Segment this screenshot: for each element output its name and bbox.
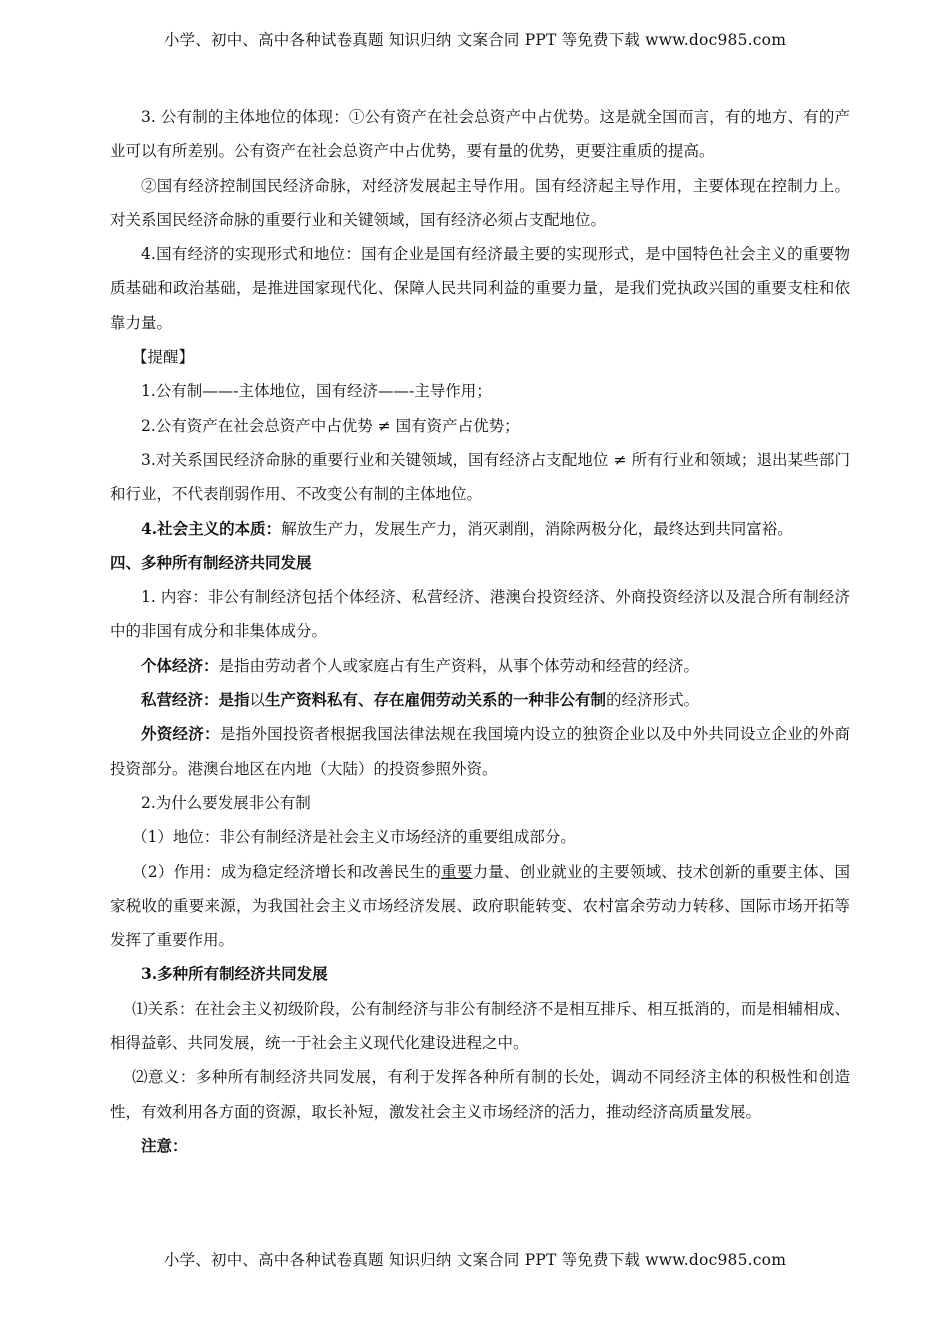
significance-paragraph: ⑵意义：多种所有制经济共同发展，有利于发挥各种所有制的长处，调动不同经济主体的积极性和创造性，有效利用各方面的资源，取长补短，激发社会主义市场经济的活力，推动经济高质量发展。 [110, 1068, 850, 1121]
private-end: 的经济形式。 [606, 691, 700, 710]
foreign-label: 外资经济： [141, 724, 220, 744]
reminder-title: 【提醒】 [132, 348, 195, 367]
essence-text: 解放生产力，发展生产力，消灭剥削，消除两极分化，最终达到共同富裕。 [281, 519, 793, 538]
function-paragraph [110, 855, 850, 958]
private-label: 私营经济： [141, 690, 219, 710]
private-bold-2: 生产资料私有、存在雇佣劳动关系的一种非公有制 [265, 690, 607, 710]
section-4-heading: 四、多种所有制经济共同发展 [110, 552, 312, 572]
individual-economy [110, 649, 850, 683]
reminder-item-1: 1.公有制——-主体地位，国有经济——-主导作用； [141, 382, 492, 401]
function-text-b: 力量、创业就业的主要领域、技术创新的重要主体、国家税收的重要来源，为我国社会主义市场经济发展、政府职能转变、农村富余劳动力转移、国际市场开拓等发挥了重要作用。 [110, 862, 850, 950]
reminder-item-3: 3.对关系国民经济命脉的重要行业和关键领域，国有经济占支配地位 ≠ 所有行业和领域；退出某些部门和行业，不代表削弱作用、不改变公有制的主体地位。 [110, 450, 850, 504]
paragraph-state-economy-form: 4.国有经济的实现形式和地位：国有企业是国有经济最主要的实现形式，是中国特色社会主义的重要物质基础和政治基础，是推进国家现代化、保障人民共同利益的重要力量，是我们党执政兴国的重要支柱和依靠力量。 [110, 245, 850, 332]
function-text-a: （2）作用：成为稳定经济增长和改善民生的 [132, 862, 442, 881]
document-body [110, 100, 850, 1163]
essence-label: 4.社会主义的本质： [141, 518, 282, 538]
paragraph-public-ownership: 3. 公有制的主体地位的体现：①公有资产在社会总资产中占优势。这是就全国而言，有的地方、有的产业可以有所差别。公有资产在社会总资产中占优势，要有量的优势，更要注重质的提高。 [110, 108, 850, 161]
page-footer: 小学、初中、高中各种试卷真题 知识归纳 文案合同 PPT 等免费下载 www.doc985.com [163, 1251, 787, 1269]
status-paragraph: （1）地位：非公有制经济是社会主义市场经济的重要组成部分。 [132, 828, 576, 847]
page-header: 小学、初中、高中各种试卷真题 知识归纳 文案合同 PPT 等免费下载 www.doc985.com [163, 31, 787, 49]
socialism-essence [110, 512, 850, 546]
paragraph-state-economy-control: ②国有经济控制国民经济命脉，对经济发展起主导作用。国有经济起主导作用，主要体现在控制力上。对关系国民经济命脉的重要行业和关键领域，国有经济必须占支配地位。 [110, 176, 850, 229]
foreign-text: 是指外国投资者根据我国法律法规在我国境内设立的独资企业以及中外共同设立企业的外商投资部分。港澳台地区在内地（大陆）的投资参照外资。 [110, 725, 850, 778]
function-underlined: 重要 [441, 862, 473, 881]
why-develop-heading: 2.为什么要发展非公有制 [141, 793, 311, 812]
common-development-heading: 3.多种所有制经济共同发展 [141, 964, 328, 984]
private-mid: 以 [249, 691, 266, 710]
relation-paragraph: ⑴关系：在社会主义初级阶段，公有制经济与非公有制经济不是相互排斥、相互抵消的，而是相辅相成、相得益彰、共同发展，统一于社会主义现代化建设进程之中。 [110, 999, 850, 1053]
paragraph-content: 1. 内容：非公有制经济包括个体经济、私营经济、港澳台投资经济、外商投资经济以及混合所有制经济中的非国有成分和非集体成分。 [110, 588, 850, 641]
reminder-item-2: 2.公有资产在社会总资产中占优势 ≠ 国有资产占优势； [141, 416, 520, 435]
private-bold-1: 是指 [218, 690, 250, 710]
individual-label: 个体经济： [141, 655, 219, 675]
note-label: 注意： [141, 1135, 188, 1155]
individual-text: 是指由劳动者个人或家庭占有生产资料，从事个体劳动和经营的经济。 [218, 656, 700, 675]
private-economy [110, 683, 850, 717]
foreign-economy [110, 717, 850, 786]
